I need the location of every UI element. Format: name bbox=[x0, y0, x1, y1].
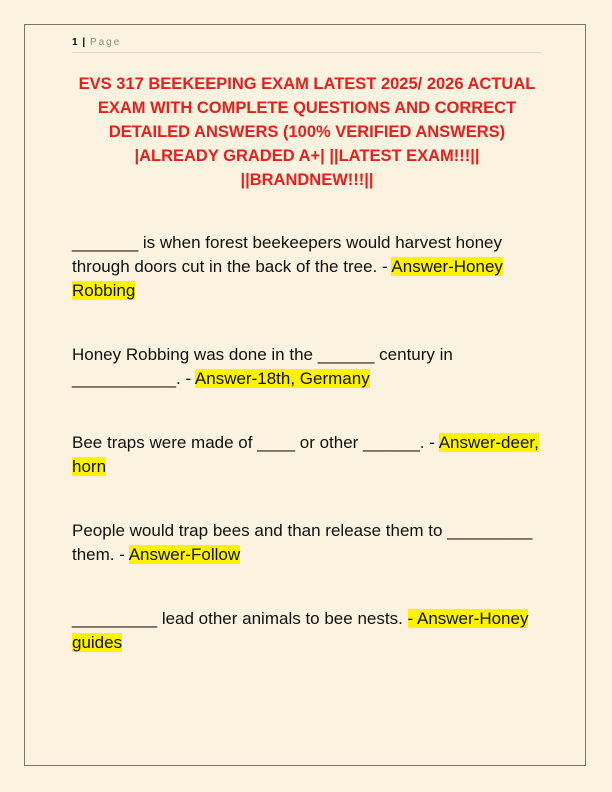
question-text: Bee traps were made of ____ or other ______. - bbox=[72, 433, 439, 452]
question-text: _________ lead other animals to bee nests. bbox=[72, 609, 408, 628]
answer-text: Answer-Follow bbox=[128, 545, 241, 564]
page-word: Page bbox=[89, 37, 122, 48]
answer-text: Answer-18th, Germany bbox=[194, 369, 370, 388]
page-number: 1 bbox=[72, 37, 78, 48]
question-text: _______ is when forest beekeepers would harvest honey through doors cut in the back of the tree. - bbox=[72, 233, 503, 276]
qa-item-5 bbox=[72, 607, 542, 655]
answer-text: - Answer-Honey guides bbox=[72, 609, 529, 652]
qa-item-2 bbox=[72, 343, 542, 391]
answer-text: Answer-deer, horn bbox=[72, 433, 539, 476]
question-text: Honey Robbing was done in the ______ century in ___________. - bbox=[72, 345, 453, 388]
qa-item-1 bbox=[72, 231, 542, 303]
document-title: EVS 317 BEEKEEPING EXAM LATEST 2025/ 2026 ACTUAL EXAM WITH COMPLETE QUESTIONS AND CORRECT DETAILED ANSWERS (100% VERIFIED ANSWERS) |ALREADY GRADED A+| ||LATEST EXAM!!!|| ||BRANDNEW!!!|| bbox=[78, 75, 536, 189]
page-separator: | bbox=[82, 37, 86, 48]
question-text: People would trap bees and than release them to _________ them. - bbox=[72, 521, 533, 564]
answer-text: Answer-Honey Robbing bbox=[72, 257, 503, 300]
qa-item-3 bbox=[72, 431, 542, 479]
page-header bbox=[72, 36, 542, 53]
qa-item-4 bbox=[72, 519, 542, 567]
